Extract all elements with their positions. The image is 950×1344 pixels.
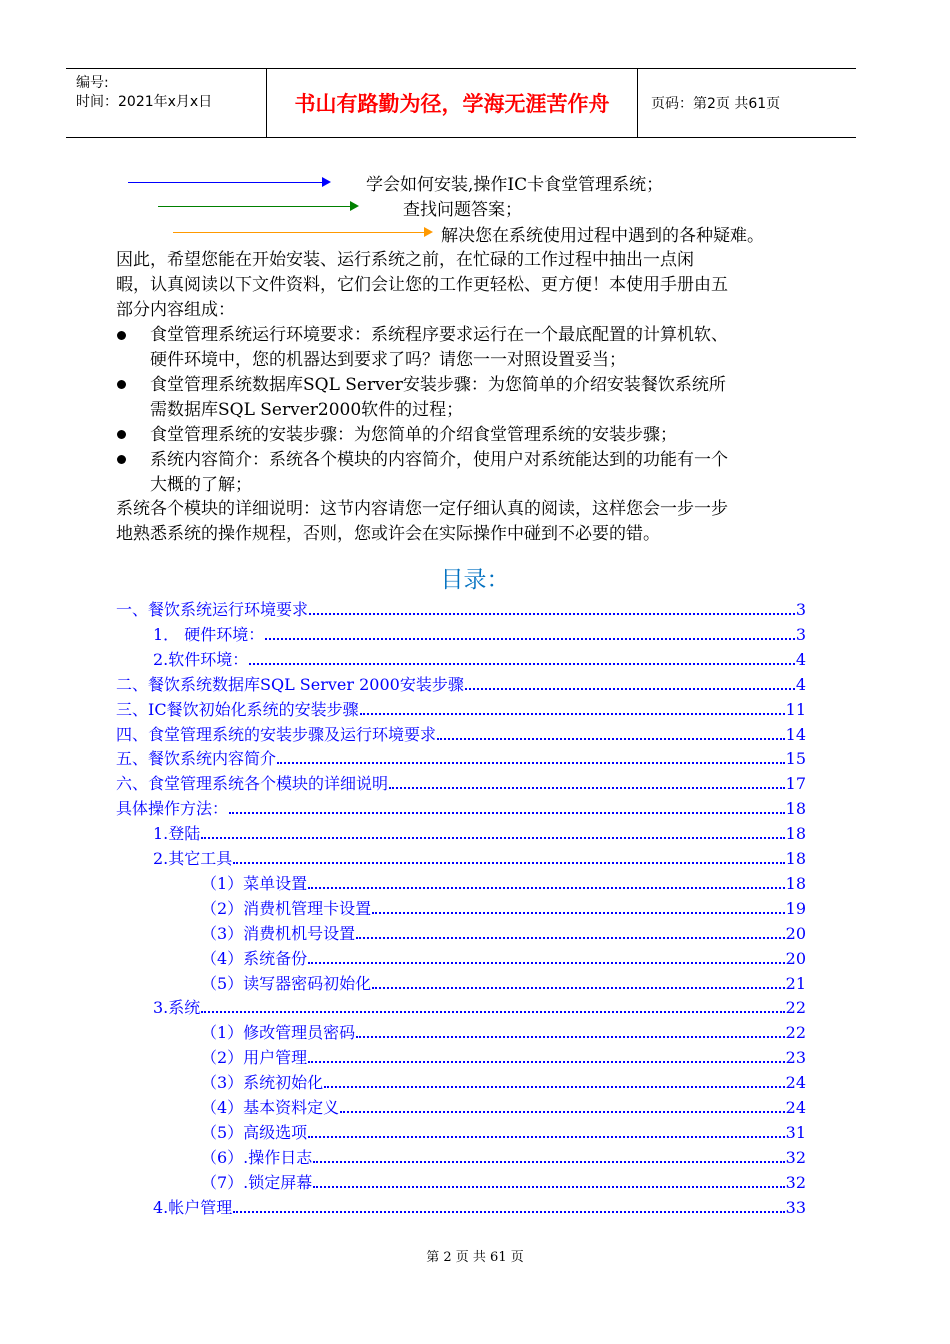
toc-leader-dots: [265, 638, 795, 640]
toc-entry-label: 4.帐户管理: [153, 1197, 233, 1217]
toc-leader-dots: [233, 862, 784, 864]
toc-entry-label: （4）基本资料定义: [201, 1098, 340, 1117]
toc-entry[interactable]: [116, 597, 806, 622]
toc-entry[interactable]: [201, 1020, 806, 1045]
toc-entry-page: 4: [795, 649, 806, 669]
bullet-1-line-1: 食堂管理系统运行环境要求：系统程序要求运行在一个最底配置的计算机软、: [150, 325, 728, 345]
toc-entry-page: 21: [785, 973, 806, 993]
toc-leader-dots: [309, 613, 795, 615]
toc-entry-page: 22: [785, 998, 806, 1018]
toc-entry[interactable]: [201, 921, 806, 946]
toc-entry-page: 33: [785, 1197, 806, 1217]
toc-entry-page: 24: [785, 1073, 806, 1093]
toc-entry[interactable]: [116, 746, 806, 771]
toc-entry[interactable]: [201, 971, 806, 996]
goal-1: 学会如何安装,操作IC卡食堂管理系统；: [366, 175, 664, 195]
toc-leader-dots: [308, 887, 784, 889]
toc-leader-dots: [249, 663, 795, 665]
toc-leader-dots: [233, 1211, 784, 1213]
toc-entry-label: （3）消费机机号设置: [201, 923, 356, 943]
toc-entry-label: 具体操作方法：: [116, 799, 229, 819]
goal-3: 解决您在系统使用过程中遇到的各种疑难。: [441, 226, 764, 246]
toc-entry-label: （5）读写器密码初始化: [201, 973, 372, 993]
toc-leader-dots: [465, 688, 795, 690]
toc-entry-label: 四、食堂管理系统的安装步骤及运行环境要求: [116, 724, 437, 744]
toc-leader-dots: [356, 937, 784, 939]
toc-entry-label: （7）.锁定屏幕: [201, 1172, 313, 1192]
toc-entry-page: 3: [795, 624, 806, 644]
toc-title: 目录：: [440, 567, 510, 593]
bullet-1-line-2: 硬件环境中，您的机器达到要求了吗？请您一一对照设置妥当；: [150, 350, 626, 370]
toc-leader-dots: [308, 1136, 784, 1138]
toc-leader-dots: [324, 1086, 784, 1088]
toc-leader-dots: [308, 962, 784, 964]
toc-entry-page: 32: [785, 1172, 806, 1192]
toc-entry-label: （4）系统备份: [201, 948, 308, 968]
bullet-2-line-1: 食堂管理系统数据库SQL Server安装步骤：为您简单的介绍安装餐饮系统所: [150, 375, 726, 395]
toc-entry[interactable]: [201, 1145, 806, 1170]
toc-entry-label: 二、餐饮系统数据库SQL Server 2000安装步骤: [116, 674, 464, 694]
toc-leader-dots: [308, 1061, 784, 1063]
page-footer: 第 2 页 共 61 页: [426, 1250, 524, 1265]
toc-entry-page: 22: [785, 1023, 806, 1043]
toc-leader-dots: [313, 1161, 784, 1163]
page-header: [66, 68, 856, 138]
toc-entry-page: 32: [785, 1147, 806, 1167]
toc-entry[interactable]: [201, 1170, 806, 1195]
toc-leader-dots: [313, 1186, 784, 1188]
toc-entry-label: 五、餐饮系统内容简介: [116, 749, 277, 769]
toc-entry[interactable]: [201, 1095, 806, 1120]
toc-entry-page: 18: [785, 824, 806, 844]
bullet-icon: [117, 331, 126, 340]
toc-entry-label: 六、食堂管理系统各个模块的详细说明: [116, 774, 389, 794]
bullet-4-line-1: 系统内容简介：系统各个模块的内容简介，使用户对系统能达到的功能有一个: [150, 450, 728, 470]
toc-entry-page: 18: [785, 799, 806, 819]
toc-entry-label: （2）用户管理: [201, 1048, 308, 1068]
toc-entry-label: （6）.操作日志: [201, 1147, 313, 1167]
toc-entry-page: 20: [785, 948, 806, 968]
bullet-icon: [117, 455, 126, 464]
header-page-info-text: 页码：第2页 共61页: [651, 96, 781, 112]
toc-entry[interactable]: [201, 1045, 806, 1070]
toc-entry[interactable]: [153, 846, 806, 871]
toc-entry[interactable]: [201, 896, 806, 921]
toc-entry-label: （1）修改管理员密码: [201, 1023, 356, 1043]
toc-leader-dots: [437, 738, 785, 740]
doc-number-label: 编号:: [76, 75, 109, 91]
bullet-2-line-2: 需数据库SQL Server2000软件的过程；: [150, 400, 464, 420]
toc-entry-label: （3）系统初始化: [201, 1073, 324, 1093]
closing-line-1: 系统各个模块的详细说明：这节内容请您一定仔细认真的阅读，这样您会一步一步: [116, 499, 728, 519]
toc-leader-dots: [389, 787, 785, 789]
toc-entry-page: 17: [785, 774, 806, 794]
toc-entry-page: 18: [785, 849, 806, 868]
toc-entry-label: 2.软件环境：: [153, 649, 249, 669]
toc-entry-page: 14: [785, 724, 806, 744]
toc-entry[interactable]: [153, 821, 806, 846]
toc-entry-page: 18: [785, 873, 806, 893]
bullet-3-line-1: 食堂管理系统的安装步骤：为您简单的介绍食堂管理系统的安装步骤；: [150, 425, 677, 445]
toc-entry[interactable]: [153, 1195, 806, 1220]
toc-entry-label: （1）菜单设置: [201, 873, 308, 893]
toc-leader-dots: [360, 713, 785, 715]
toc-entry[interactable]: [153, 995, 806, 1020]
toc-leader-dots: [340, 1111, 784, 1113]
toc-entry-label: 3.系统: [153, 998, 201, 1018]
bullet-icon: [117, 430, 126, 439]
toc-entry-page: 31: [785, 1122, 806, 1142]
toc-leader-dots: [201, 837, 784, 839]
toc-leader-dots: [201, 1011, 784, 1013]
toc-entry[interactable]: [201, 946, 806, 971]
toc-entry-page: 19: [785, 898, 806, 918]
toc-entry[interactable]: [201, 871, 806, 896]
toc-entry-label: 一、餐饮系统运行环境要求: [116, 600, 309, 619]
header-page-info: [648, 69, 856, 137]
toc-leader-dots: [229, 812, 785, 814]
header-meta-cell: [66, 69, 267, 137]
closing-line-2: 地熟悉系统的操作规程，否则，您或许会在实际操作中碰到不必要的错。: [116, 524, 660, 544]
goal-2: 查找问题答案；: [403, 200, 522, 220]
toc-entry[interactable]: [116, 697, 806, 722]
toc-entry-page: 4: [795, 674, 806, 694]
toc-entry-page: 24: [785, 1098, 806, 1117]
toc-entry[interactable]: [116, 722, 806, 747]
toc-entry-label: 1． 硬件环境：: [153, 624, 265, 644]
toc-entry[interactable]: [153, 622, 806, 647]
bullet-icon: [117, 380, 126, 389]
toc-entry[interactable]: [116, 796, 806, 821]
header-motto: 书山有路勤为径，学海无涯苦作舟: [267, 69, 638, 137]
toc-entry-label: 2.其它工具: [153, 849, 233, 868]
toc-entry-label: （5）高级选项: [201, 1122, 308, 1142]
intro-line-3: 部分内容组成：: [116, 300, 235, 320]
toc-leader-dots: [372, 912, 784, 914]
intro-line-1: 因此，希望您能在开始安装、运行系统之前，在忙碌的工作过程中抽出一点闲: [116, 250, 694, 270]
toc-entry-page: 11: [785, 699, 806, 719]
toc-entry-label: （2）消费机管理卡设置: [201, 898, 372, 918]
toc-entry-page: 15: [785, 749, 806, 769]
intro-line-2: 暇，认真阅读以下文件资料，它们会让您的工作更轻松、更方便！本使用手册由五: [116, 275, 728, 295]
toc-entry-label: 1.登陆: [153, 824, 201, 844]
toc-entry[interactable]: [201, 1070, 806, 1095]
doc-time-label: 时间：2021年x月x日: [76, 94, 213, 110]
toc-leader-dots: [372, 987, 784, 989]
toc-entry-label: 三、IC餐饮初始化系统的安装步骤: [116, 699, 359, 719]
toc-leader-dots: [277, 762, 785, 764]
bullet-4-line-2: 大概的了解；: [150, 475, 252, 495]
toc-entry-page: 20: [785, 923, 806, 943]
toc-entry[interactable]: [116, 771, 806, 796]
toc-leader-dots: [356, 1036, 784, 1038]
toc-entry[interactable]: [116, 672, 806, 697]
toc-entry[interactable]: [201, 1120, 806, 1145]
toc-entry-page: 23: [785, 1048, 806, 1068]
toc-entry[interactable]: [153, 647, 806, 672]
toc-entry-page: 3: [795, 600, 806, 619]
